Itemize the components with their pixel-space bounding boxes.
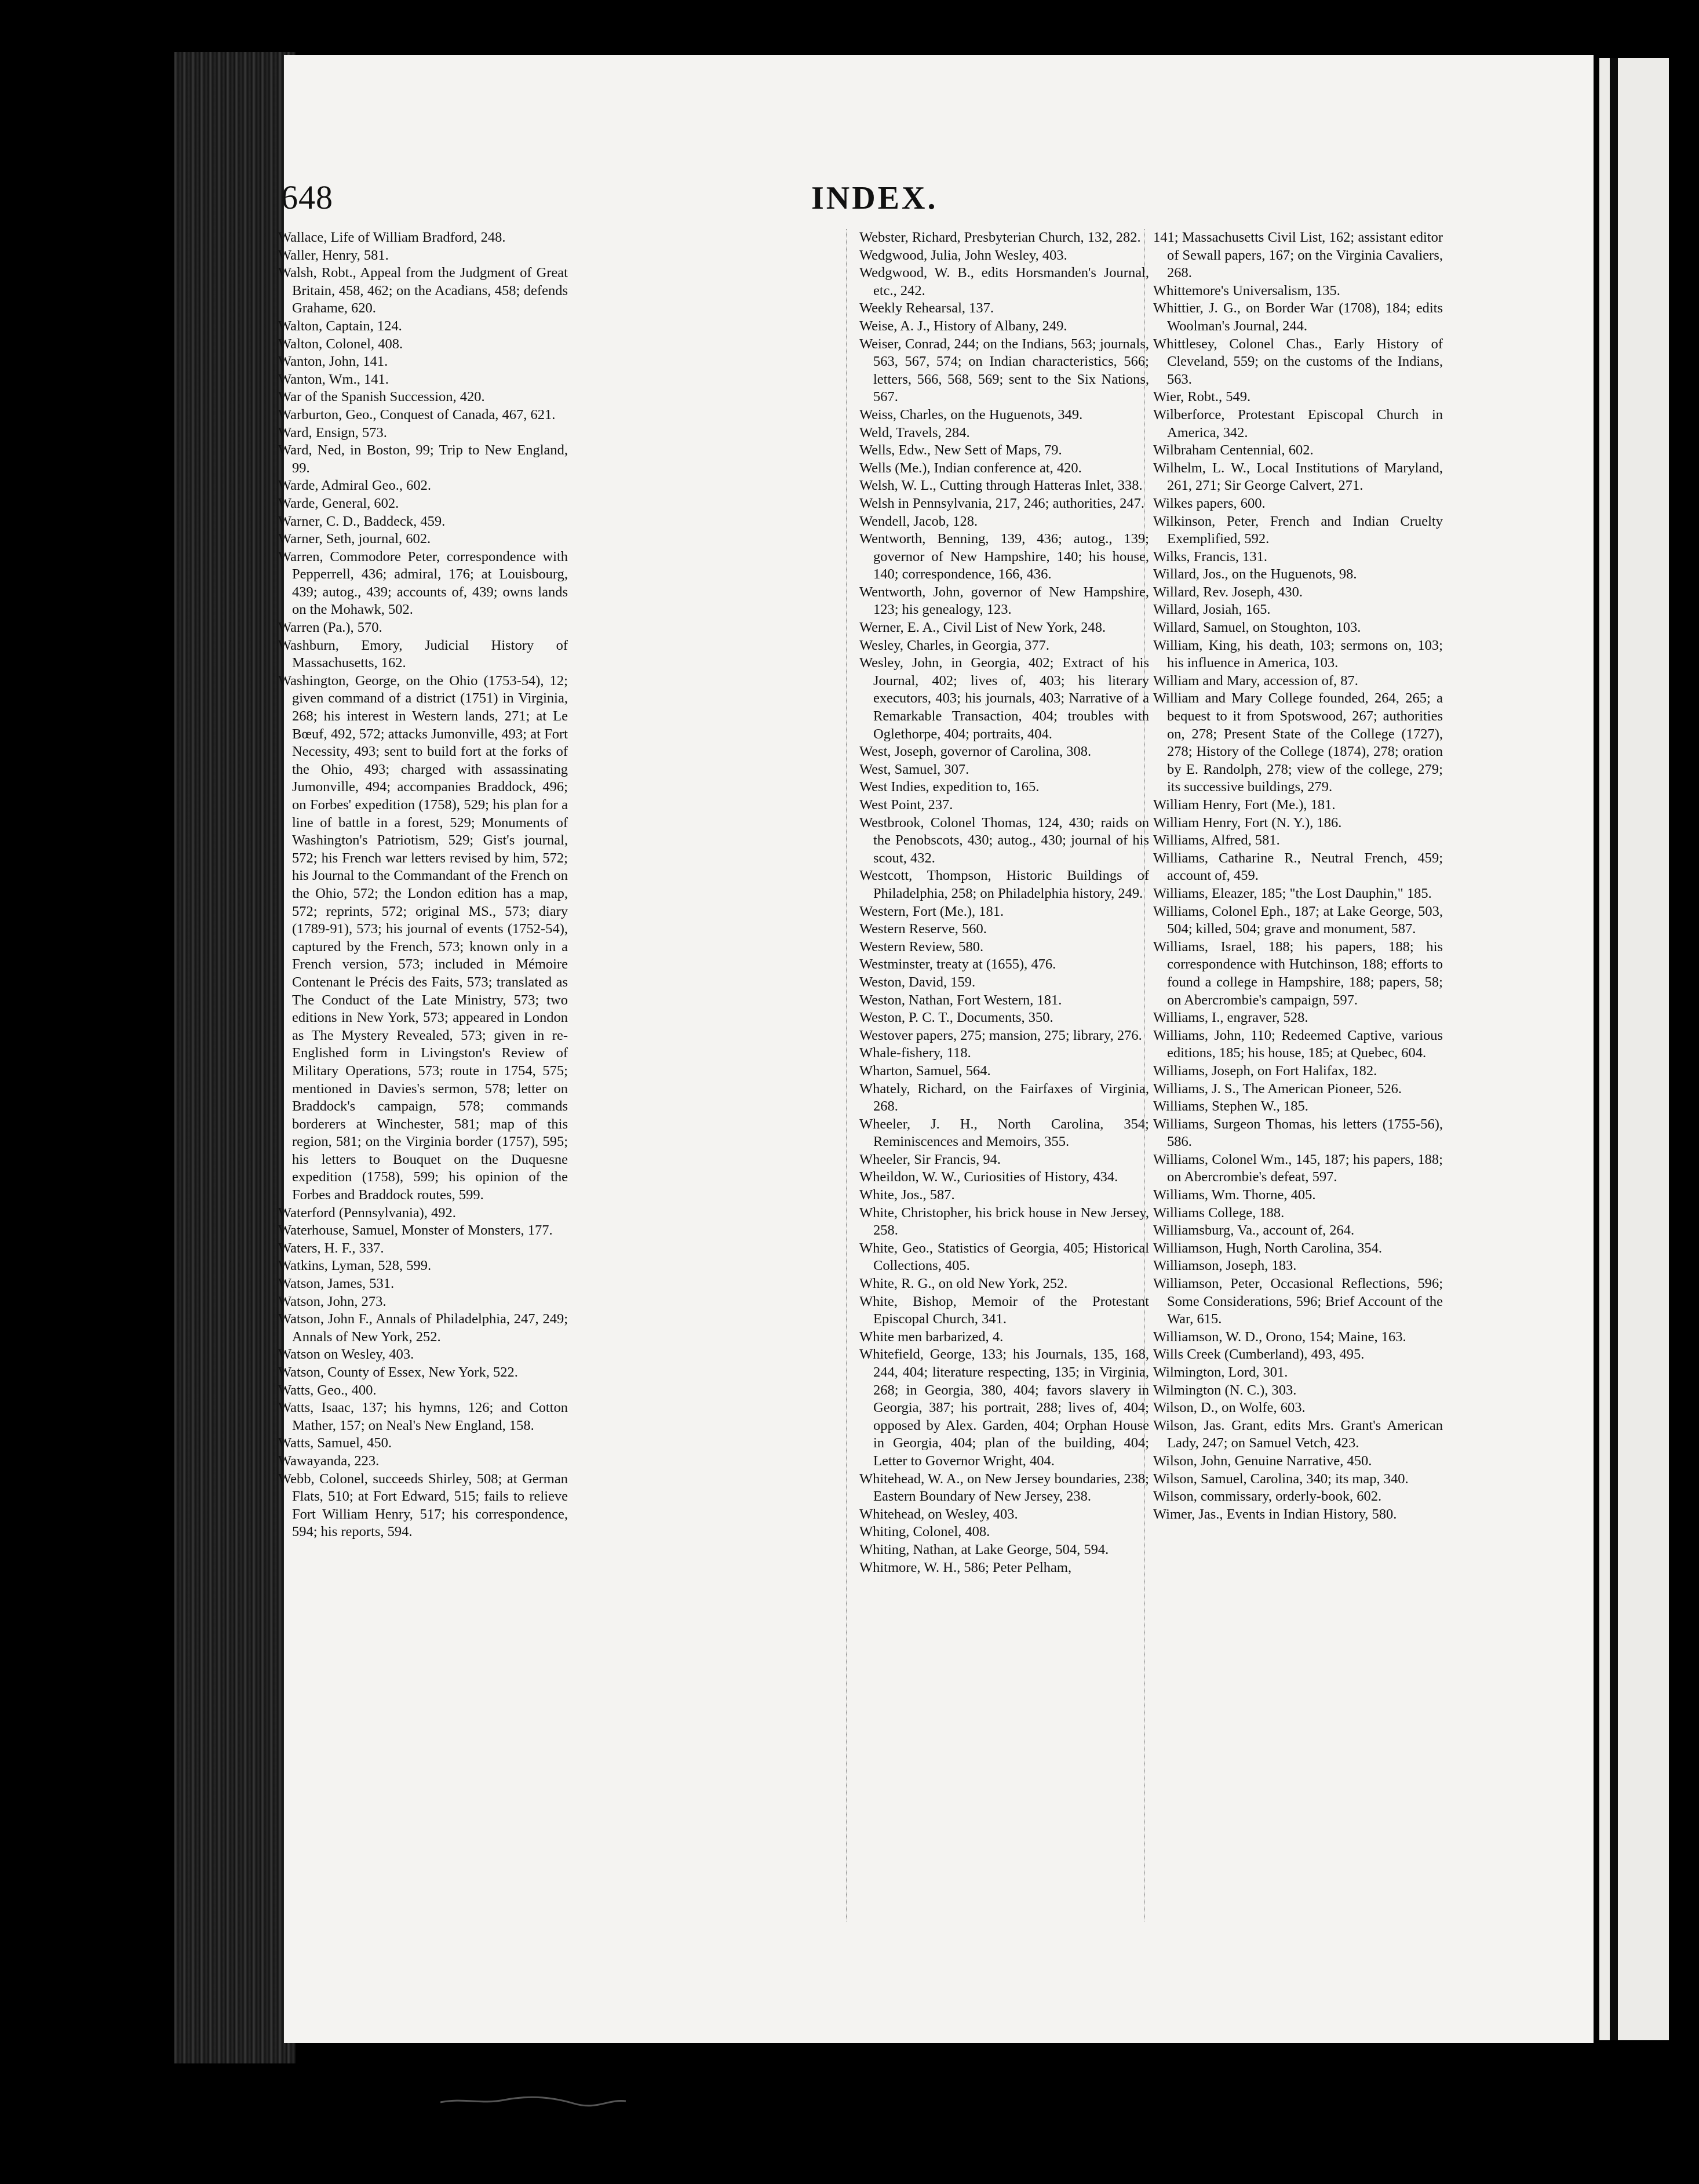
index-entry: West, Joseph, governor of Carolina, 308. xyxy=(859,744,1092,760)
index-entry: William Henry, Fort (Me.), 181. xyxy=(1153,797,1336,813)
index-entry: Western, Fort (Me.), 181. xyxy=(859,903,1004,919)
index-entry: Williams, Joseph, on Fort Halifax, 182. xyxy=(1153,1062,1377,1079)
index-entry: West Indies, expedition to, 165. xyxy=(859,779,1040,795)
index-entry: Williams, Wm. Thorne, 405. xyxy=(1153,1187,1316,1203)
index-entry: Wallace, Life of William Bradford, 248. xyxy=(278,230,506,245)
index-entry: Willard, Samuel, on Stoughton, 103. xyxy=(1153,620,1361,636)
index-entry: Ward, Ensign, 573. xyxy=(278,424,387,441)
index-entry: Wells, Edw., New Sett of Maps, 79. xyxy=(859,442,1062,458)
index-entry: Watson, County of Essex, New York, 522. xyxy=(278,1364,518,1380)
index-entry: Warner, Seth, journal, 602. xyxy=(278,531,431,547)
index-entry: Williams, Eleazer, 185; "the Lost Dauphin," 185. xyxy=(1153,885,1432,901)
index-entry: Watts, Samuel, 450. xyxy=(278,1435,392,1451)
index-entry: Williamsburg, Va., account of, 264. xyxy=(1153,1222,1355,1239)
index-entry: Waters, H. F., 337. xyxy=(278,1240,384,1256)
index-entry: Wheeler, J. H., North Carolina, 354; Reminiscences and Memoirs, 355. xyxy=(859,1116,1149,1150)
index-entry: Weiss, Charles, on the Huguenots, 349. xyxy=(859,406,1083,423)
index-entry: Williamson, Hugh, North Carolina, 354. xyxy=(1153,1240,1383,1256)
index-entry: Weston, Nathan, Fort Western, 181. xyxy=(859,992,1062,1008)
index-entry: Weise, A. J., History of Albany, 249. xyxy=(859,318,1067,334)
index-entry: Welsh in Pennsylvania, 217, 246; authorities, 247. xyxy=(859,495,1145,511)
index-entry: Wawayanda, 223. xyxy=(278,1453,380,1469)
index-entry: Whittemore's Universalism, 135. xyxy=(1153,282,1340,299)
index-entry: Wilson, Jas. Grant, edits Mrs. Grant's American Lady, 247; on Samuel Vetch, 423. xyxy=(1153,1417,1443,1451)
index-entry: Wharton, Samuel, 564. xyxy=(859,1062,991,1079)
index-entry: Warde, Admiral Geo., 602. xyxy=(278,478,432,494)
index-entry: War of the Spanish Succession, 420. xyxy=(278,389,485,405)
index-entry: Wedgwood, W. B., edits Horsmanden's Journal, etc., 242. xyxy=(859,265,1149,299)
index-entry: Welsh, W. L., Cutting through Hatteras Inlet, 338. xyxy=(859,478,1143,494)
index-column-2 xyxy=(859,229,1149,1577)
index-entry: Wilson, John, Genuine Narrative, 450. xyxy=(1153,1453,1372,1469)
index-entry: Wesley, Charles, in Georgia, 377. xyxy=(859,637,1050,653)
index-entry: Warren, Commodore Peter, correspondence with Pepperrell, 436; admiral, 176; at Louisbourg, 439; autog., 439; accounts of, 439; owns lands on the Mohawk, 502. xyxy=(278,548,568,618)
index-entry: White, Geo., Statistics of Georgia, 405; Historical Collections, 405. xyxy=(859,1240,1149,1274)
index-entry: Wilbraham Centennial, 602. xyxy=(1153,442,1314,458)
index-entry: Watkins, Lyman, 528, 599. xyxy=(278,1258,432,1274)
index-entry: West Point, 237. xyxy=(859,797,953,813)
index-entry: Washington, George, on the Ohio (1753-54), 12; given command of a district (1751) in Virginia, 268; his interest in Western lands, 271; at Le Bœuf, 492, 572; attacks Jumonville, 493; at Fort Necessity, 493; sent to build fort at the forks of the Ohio, 493; charged with assassinating Jumonville, 494; accompanies Braddock, 496; on Forbes' expedition (1758), 529; his plan for a line of battle in a forest, 529; Monuments of Washington's Patriotism, 529; Gist's journal, 572; his French war letters revised by him, 572; his Journal to the Commandant of the French on the Ohio, 572; the London edition has a map, 572; reprints, 572; original MS., 573; diary (1789-91), 573; his journal of events (1752-54), captured by the French, 573; known only in a French version, 573; included in Mémoire Contenant le Précis des Faits, 573; translated as The Conduct of the Late Ministry, 573; two editions in New York, 573; appeared in London as The Mystery Revealed, 573; given in re-Englished form in Livingston's Review of Military Operations, 573; route in 1754, 575; mentioned in Davies's sermon, 578; letter on Braddock's campaign, 578; commands borderers at Winchester, 581; map of this region, 581; on the Virginia border (1757), 595; his letters to Bouquet on the Duquesne expedition (1758), 599; his opinion of the Forbes and Braddock routes, 599. xyxy=(278,672,568,1203)
index-entry: Wedgwood, Julia, John Wesley, 403. xyxy=(859,247,1067,263)
index-entry: Willard, Rev. Joseph, 430. xyxy=(1153,584,1303,600)
index-entry: Walsh, Robt., Appeal from the Judgment of Great Britain, 458, 462; on the Acadians, 458; defends Grahame, 620. xyxy=(278,265,568,316)
index-entry: White, Bishop, Memoir of the Protestant Episcopal Church, 341. xyxy=(859,1293,1149,1327)
index-entry: Westminster, treaty at (1655), 476. xyxy=(859,956,1056,973)
index-entry: Warner, C. D., Baddeck, 459. xyxy=(278,513,446,529)
index-entry: Wentworth, John, governor of New Hampshire, 123; his genealogy, 123. xyxy=(859,584,1149,618)
index-entry: Warburton, Geo., Conquest of Canada, 467, 621. xyxy=(278,406,556,423)
index-entry: Watts, Geo., 400. xyxy=(278,1382,377,1398)
index-entry: Willard, Jos., on the Huguenots, 98. xyxy=(1153,566,1357,583)
index-entry: West, Samuel, 307. xyxy=(859,761,969,777)
index-entry: Williams, Colonel Wm., 145, 187; his papers, 188; on Abercrombie's defeat, 597. xyxy=(1153,1151,1443,1185)
index-entry: Western Reserve, 560. xyxy=(859,921,987,937)
index-entry: Wheeler, Sir Francis, 94. xyxy=(859,1151,1001,1167)
index-entry: White, Christopher, his brick house in New Jersey, 258. xyxy=(859,1204,1149,1239)
index-entry: Watson, James, 531. xyxy=(278,1276,395,1292)
index-entry: Waller, Henry, 581. xyxy=(278,247,389,263)
index-entry: Wilmington, Lord, 301. xyxy=(1153,1364,1288,1380)
index-entry: Williamson, W. D., Orono, 154; Maine, 163. xyxy=(1153,1328,1406,1345)
index-entry: Waterhouse, Samuel, Monster of Monsters, 177. xyxy=(278,1222,553,1239)
index-entry: Weekly Rehearsal, 137. xyxy=(859,300,994,316)
index-column-3 xyxy=(1153,229,1443,1523)
index-entry: William and Mary College founded, 264, 265; a bequest to it from Spotswood, 267; authorities on, 278; Present State of the College (1727), 278; History of the College (1874), 278; oration by E. Randolph, 278; view of the college, 279; its successive buildings, 279. xyxy=(1153,690,1443,795)
index-entry: Williams, Alfred, 581. xyxy=(1153,832,1280,849)
index-entry: Whittlesey, Colonel Chas., Early History of Cleveland, 559; on the customs of the Indians, 563. xyxy=(1153,336,1443,387)
index-entry: Wilberforce, Protestant Episcopal Church in America, 342. xyxy=(1153,406,1443,441)
index-entry: Watson, John, 273. xyxy=(278,1293,387,1309)
index-entry: Watson on Wesley, 403. xyxy=(278,1346,414,1363)
index-entry: Williams, John, 110; Redeemed Captive, various editions, 185; his house, 185; at Quebec, 604. xyxy=(1153,1027,1443,1061)
index-entry: Williamson, Peter, Occasional Reflections, 596; Some Considerations, 596; Brief Account of the War, 615. xyxy=(1153,1276,1443,1327)
index-entry: Weston, P. C. T., Documents, 350. xyxy=(859,1010,1053,1026)
index-entry: Williams, Surgeon Thomas, his letters (1755-56), 586. xyxy=(1153,1116,1443,1150)
index-entry: Western Review, 580. xyxy=(859,938,984,955)
index-entry: Whale-fishery, 118. xyxy=(859,1045,971,1061)
index-entry: Whitmore, W. H., 586; Peter Pelham, xyxy=(859,1559,1072,1575)
index-entry: Whitehead, on Wesley, 403. xyxy=(859,1506,1018,1522)
index-entry: Whittier, J. G., on Border War (1708), 184; edits Woolman's Journal, 244. xyxy=(1153,300,1443,334)
index-entry: Walton, Colonel, 408. xyxy=(278,336,403,352)
index-entry: Wells (Me.), Indian conference at, 420. xyxy=(859,460,1082,476)
index-entry: Willard, Josiah, 165. xyxy=(1153,602,1271,618)
index-entry: White, R. G., on old New York, 252. xyxy=(859,1276,1068,1292)
index-entry: Webster, Richard, Presbyterian Church, 132, 282. xyxy=(859,230,1141,245)
index-entry: Wilks, Francis, 131. xyxy=(1153,548,1268,565)
index-entry: William, King, his death, 103; sermons on, 103; his influence in America, 103. xyxy=(1153,637,1443,671)
index-entry: Williams, Colonel Eph., 187; at Lake George, 503, 504; killed, 504; grave and monument, 587. xyxy=(1153,903,1443,937)
page-number: 648 xyxy=(281,179,333,216)
index-entry: Whately, Richard, on the Fairfaxes of Virginia, 268. xyxy=(859,1080,1149,1115)
index-entry: Wilson, D., on Wolfe, 603. xyxy=(1153,1400,1306,1416)
index-entry: Wanton, John, 141. xyxy=(278,354,388,370)
index-entry: Westbrook, Colonel Thomas, 124, 430; raids on the Penobscots, 430; autog., 430; journal of his scout, 432. xyxy=(859,814,1149,866)
index-entry: Williams, Israel, 188; his papers, 188; his correspondence with Hutchinson, 188; efforts to found a college in Hampshire, 188; papers, 58; on Abercrombie's campaign, 597. xyxy=(1153,938,1443,1008)
index-entry: Waterford (Pennsylvania), 492. xyxy=(278,1204,456,1221)
index-entry: Wendell, Jacob, 128. xyxy=(859,513,978,529)
index-entry: Williams, J. S., The American Pioneer, 526. xyxy=(1153,1080,1402,1097)
index-entry: Weston, David, 159. xyxy=(859,974,976,990)
index-entry: Whitehead, W. A., on New Jersey boundaries, 238; Eastern Boundary of New Jersey, 238. xyxy=(859,1470,1149,1505)
index-entry: Williamson, Joseph, 183. xyxy=(1153,1258,1297,1274)
index-entry: Washburn, Emory, Judicial History of Massachusetts, 162. xyxy=(278,637,568,671)
index-entry: Watts, Isaac, 137; his hymns, 126; and Cotton Mather, 157; on Neal's New England, 158. xyxy=(278,1400,568,1433)
index-entry: Warren (Pa.), 570. xyxy=(278,620,382,636)
index-entry: Williams, Catharine R., Neutral French, 459; account of, 459. xyxy=(1153,850,1443,884)
column-divider xyxy=(846,229,847,1921)
index-entry: Wentworth, Benning, 139, 436; autog., 139; governor of New Hampshire, 140; his house, 140; correspondence, 166, 436. xyxy=(859,531,1149,583)
index-entry: William Henry, Fort (N. Y.), 186. xyxy=(1153,814,1342,831)
index-entry: Wilkes papers, 600. xyxy=(1153,495,1266,511)
next-page-edge xyxy=(1599,58,1669,2040)
index-entry: Wilkinson, Peter, French and Indian Cruelty Exemplified, 592. xyxy=(1153,513,1443,547)
index-entry: Williams, I., engraver, 528. xyxy=(1153,1010,1308,1026)
index-entry: Watson, John F., Annals of Philadelphia, 247, 249; Annals of New York, 252. xyxy=(278,1311,568,1345)
index-entry: Whiting, Colonel, 408. xyxy=(859,1524,990,1540)
index-entry: Warde, General, 602. xyxy=(278,495,399,511)
index-entry: Williams College, 188. xyxy=(1153,1204,1285,1221)
ink-mark xyxy=(440,2095,626,2107)
index-entry: Westcott, Thompson, Historic Buildings of Philadelphia, 258; on Philadelphia history, 249. xyxy=(859,868,1149,901)
index-entry: Whiting, Nathan, at Lake George, 504, 594. xyxy=(859,1541,1109,1557)
index-entry: Wilson, commissary, orderly-book, 602. xyxy=(1153,1488,1382,1505)
index-entry: William and Mary, accession of, 87. xyxy=(1153,672,1358,689)
index-entry: Ward, Ned, in Boston, 99; Trip to New England, 99. xyxy=(278,442,568,476)
index-entry: Wier, Robt., 549. xyxy=(1153,389,1251,405)
index-entry: Wimer, Jas., Events in Indian History, 580. xyxy=(1153,1506,1397,1522)
index-entry: Webb, Colonel, succeeds Shirley, 508; at German Flats, 510; at Fort Edward, 515; fails to relieve Fort William Henry, 517; his correspondence, 594; his reports, 594. xyxy=(278,1470,568,1540)
index-entry: Wilson, Samuel, Carolina, 340; its map, 340. xyxy=(1153,1470,1409,1487)
index-entry: Walton, Captain, 124. xyxy=(278,318,402,334)
index-entry: Wilhelm, L. W., Local Institutions of Maryland, 261, 271; Sir George Calvert, 271. xyxy=(1153,460,1443,494)
index-entry: Wilmington (N. C.), 303. xyxy=(1153,1382,1297,1398)
index-column-1 xyxy=(278,229,568,1541)
index-entry: Westover papers, 275; mansion, 275; library, 276. xyxy=(859,1027,1142,1043)
index-entry: White, Jos., 587. xyxy=(859,1187,955,1203)
index-entry: Williams, Stephen W., 185. xyxy=(1153,1098,1308,1115)
index-entry: Whitefield, George, 133; his Journals, 135, 168, 244, 404; literature respecting, 135; in Virginia, 268; in Georgia, 380, 404; favors slavery in Georgia, 387; his portrait, 288; lives of, 404; opposed by Alex. Garden, 404; Orphan House in Georgia, 404; plan of the building, 404; Letter to Governor Wright, 404. xyxy=(859,1346,1149,1469)
running-head: INDEX. xyxy=(811,180,938,216)
index-entry: Weld, Travels, 284. xyxy=(859,424,970,441)
index-entry: White men barbarized, 4. xyxy=(859,1328,1004,1345)
index-entry: Wesley, John, in Georgia, 402; Extract of his Journal, 402; lives of, 403; his literary executors, 403; his journals, 403; Narrative of a Remarkable Transaction, 404; troubles with Oglethorpe, 404; portraits, 404. xyxy=(859,655,1149,742)
index-entry: Wheildon, W. W., Curiosities of History, 434. xyxy=(859,1169,1118,1185)
index-entry: Werner, E. A., Civil List of New York, 248. xyxy=(859,620,1106,636)
index-entry: Wanton, Wm., 141. xyxy=(278,371,389,387)
index-entry: Wills Creek (Cumberland), 493, 495. xyxy=(1153,1346,1365,1363)
book-binding-edge xyxy=(174,52,296,2063)
index-entry: 141; Massachusetts Civil List, 162; assistant editor of Sewall papers, 167; on the Virginia Cavaliers, 268. xyxy=(1153,230,1443,281)
index-entry: Weiser, Conrad, 244; on the Indians, 563; journals, 563, 567, 574; on Indian characteristics, 566; letters, 566, 568, 569; sent to the Six Nations, 567. xyxy=(859,336,1149,405)
